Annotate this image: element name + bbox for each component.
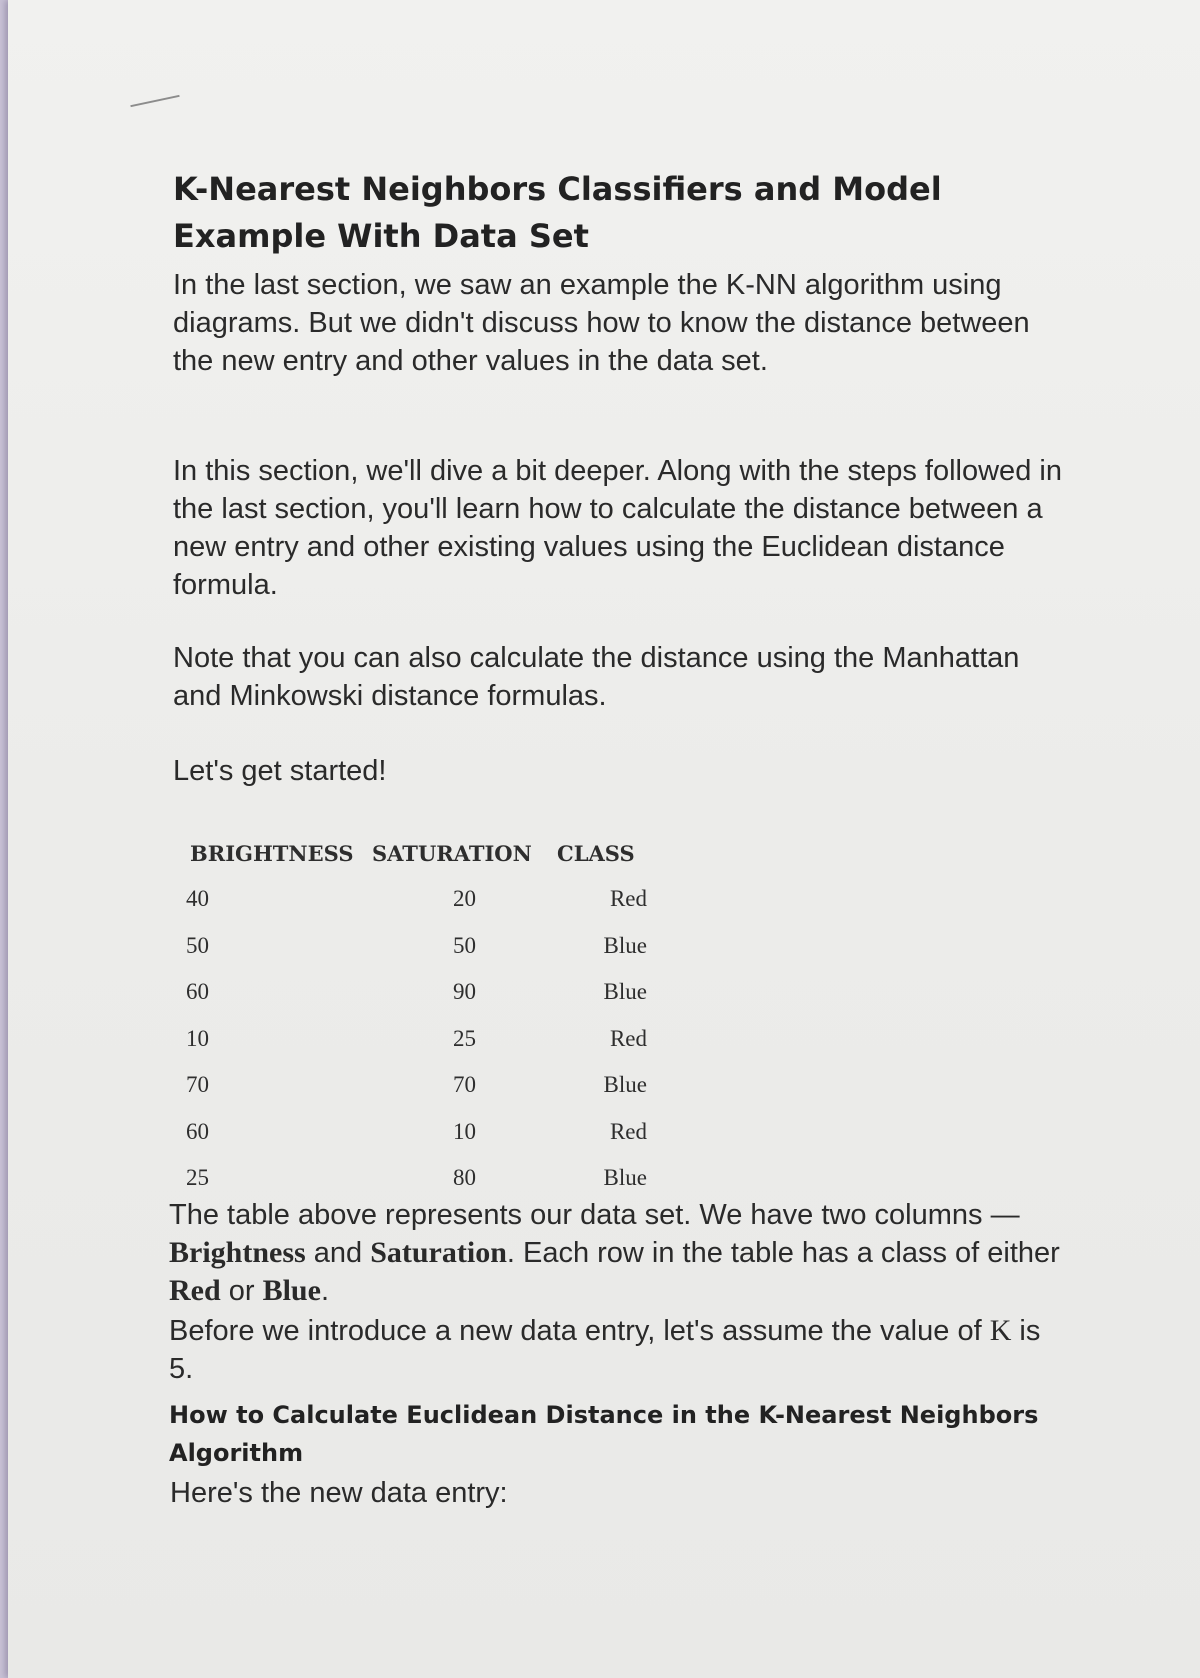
data-table [178, 830, 647, 1202]
cell-saturation: 70 [453, 1072, 476, 1098]
cell-brightness: 50 [186, 932, 209, 958]
cell-saturation: 20 [453, 886, 476, 912]
table-row [178, 969, 647, 1016]
cell-class: Red [609, 1118, 647, 1144]
pen-mark [130, 95, 179, 107]
cell-brightness: 40 [186, 886, 209, 912]
k-value-paragraph [169, 1312, 1069, 1388]
cell-class: Blue [603, 1072, 647, 1098]
cell-saturation: 80 [453, 1165, 476, 1191]
saturation-term: Saturation [370, 1236, 507, 1269]
dataset-text-or: or [220, 1275, 263, 1307]
cell-saturation: 90 [453, 979, 476, 1005]
cell-saturation: 50 [453, 932, 476, 958]
table-row [178, 1109, 647, 1156]
dataset-text-and: and [305, 1237, 371, 1269]
cell-brightness: 60 [186, 1118, 209, 1144]
red-term: Red [169, 1274, 221, 1307]
cell-brightness: 10 [186, 1025, 209, 1051]
header-brightness: BRIGHTNESS [190, 840, 354, 866]
blue-term: Blue [262, 1274, 321, 1307]
k-letter: K [989, 1314, 1012, 1347]
start-paragraph: Let's get started! [173, 755, 387, 787]
note-paragraph: Note that you can also calculate the distance using the Manhattan and Minkowski distance formulas. [173, 642, 1020, 712]
table-row [178, 1016, 647, 1063]
cell-class: Red [609, 886, 647, 912]
cell-class: Blue [603, 1165, 647, 1191]
intro-paragraph: In the last section, we saw an example the K-NN algorithm using diagrams. But we didn't discuss how to know the distance between the new entry and other values in the data set. [173, 269, 1030, 377]
dataset-text-2: . Each row in the table has a class of either [506, 1237, 1060, 1269]
cell-class: Blue [603, 932, 647, 958]
cell-saturation: 10 [453, 1118, 476, 1144]
table-header-row [178, 830, 647, 876]
cell-brightness: 60 [186, 979, 209, 1005]
document-title: K-Nearest Neighbors Classifiers and Model Example With Data Set [173, 170, 942, 255]
new-entry-paragraph: Here's the new data entry: [170, 1477, 508, 1509]
cell-class: Blue [603, 979, 647, 1005]
k-text-2: is 5. [169, 1315, 1041, 1385]
table-row [178, 1062, 647, 1109]
dataset-description [169, 1196, 1069, 1310]
cell-brightness: 25 [186, 1165, 209, 1191]
table-row [178, 876, 647, 923]
k-text-1: Before we introduce a new data entry, let's assume the value of [169, 1315, 990, 1347]
brightness-term: Brightness [169, 1236, 306, 1269]
cell-saturation: 25 [453, 1025, 476, 1051]
paper-page [8, 0, 1200, 1678]
dataset-text-1: The table above represents our data set. We have two columns — [169, 1199, 1020, 1231]
table-row [178, 923, 647, 970]
section-subheading: How to Calculate Euclidean Distance in the K-Nearest Neighbors Algorithm [169, 1401, 1039, 1467]
cell-class: Red [609, 1025, 647, 1051]
cell-brightness: 70 [186, 1072, 209, 1098]
header-saturation: SATURATION [372, 840, 532, 866]
dataset-text-end: . [320, 1275, 329, 1307]
table-row [178, 1155, 647, 1202]
deeper-paragraph: In this section, we'll dive a bit deeper. Along with the steps followed in the last section, you'll learn how to calculate the distance between a new entry and other existing values using the Euclidean distance formula. [173, 455, 1062, 601]
header-class: CLASS [557, 840, 635, 866]
